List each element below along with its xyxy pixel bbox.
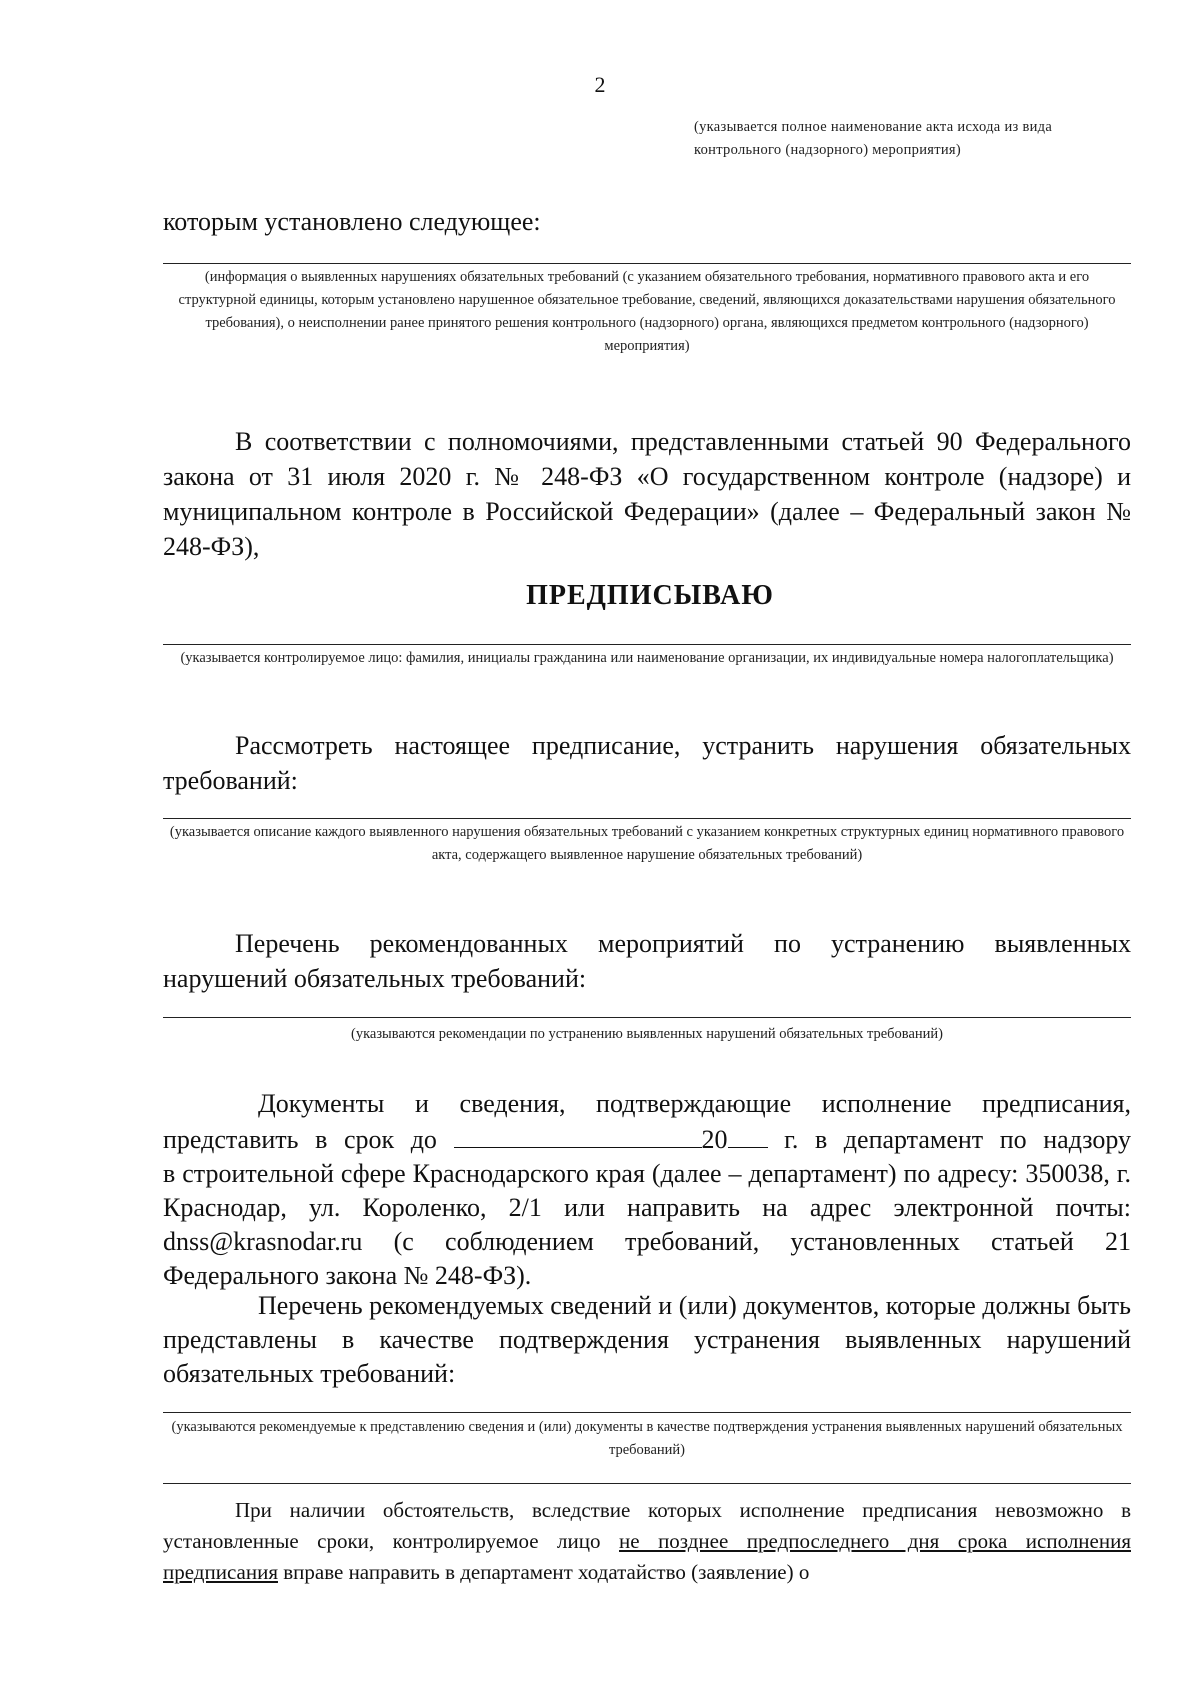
documents-rest: в строительной сфере Краснодарского края (далее – департамент) по адресу: 350038, г. Краснодар, ул. Короленко, 2/1 или направить на адрес электронной почты: dnss@krasnodar.ru (с соблюдением требований, установленных статьей 21 Федерального закона № 248-ФЗ). [163,1159,1131,1290]
final-paragraph [163,1495,1131,1588]
person-caption: (указывается контролируемое лицо: фамилия, инициалы гражданина или наименование организации, их индивидуальные номера налогоплательщика) [180,650,1114,666]
deadline-suffix: г. в департамент по надзору [784,1125,1132,1154]
violations-caption: (информация о выявленных нарушениях обязательных требований (с указанием обязательного требования, нормативного правового акта и его структурной единицы, которым установлено нарушенное обязательное требование, сведений, являющихся доказательствами нарушения обязательного требования), о неисполнении ранее принятого решения контрольного (надзорного) органа, являющихся предметом контрольного (надзорного) мероприятия) [178,269,1116,354]
final-start: При наличии обстоятельств, вследствие которых исполнение предписания невозможно в установленные сроки, контролируемое лицо [163,1498,1131,1553]
documents-paragraph [163,1087,1131,1293]
documents-deadline-line [163,1121,1131,1157]
recommended-docs-paragraph: Перечень рекомендуемых сведений и (или) документов, которые должны быть представлены в качестве подтверждения устранения выявленных нарушений обязательных требований: [163,1291,1131,1388]
final-end: вправе направить в департамент ходатайство (заявление) о [283,1560,810,1584]
established-line: которым установлено следующее: [163,207,541,236]
act-name-caption: (указывается полное наименование акта исхода из вида контрольного (надзорного) мероприятия) [694,119,1053,158]
deadline-year-prefix: 20 [701,1125,728,1154]
separator-line [163,1483,1131,1484]
final-underlined-deadline: не позднее предпоследнего дня срока исполнения предписания [163,1529,1131,1584]
authority-paragraph: В соответствии с полномочиями, представленными статьей 90 Федерального закона от 31 июля 2020 г. № 248-ФЗ «О государственном контроле (надзоре) и муниципальном контроле в Российской Федерации» (далее – Федеральный закон № 248-ФЗ), [163,427,1131,561]
consider-paragraph: Рассмотреть настоящее предписание, устранить нарушения обязательных требований: [163,731,1131,795]
documents-line-1: Документы и сведения, подтверждающие исполнение предписания, [258,1089,1131,1118]
deadline-prefix: представить в срок до [163,1125,437,1154]
description-caption: (указывается описание каждого выявленного нарушения обязательных требований с указанием конкретных структурных единиц нормативного правового акта, содержащего выявленное нарушение обязательных требований) [169,824,1125,863]
deadline-year-blank [728,1121,768,1148]
recommended-docs-caption: (указываются рекомендуемые к представлению сведения и (или) документы в качестве подтверждения устранения выявленных нарушений обязательных требований) [171,1419,1123,1458]
recommended-docs-fill-line [163,1412,1131,1413]
deadline-date-blank [454,1121,702,1148]
page-number: 2 [594,72,606,97]
measures-caption: (указываются рекомендации по устранению выявленных нарушений обязательных требований) [350,1026,943,1042]
description-fill-line [163,818,1131,819]
measures-fill-line [163,1017,1131,1018]
person-fill-line [163,644,1131,645]
violations-fill-line [163,263,1131,264]
heading-prescribe: ПРЕДПИСЫВАЮ [526,580,774,611]
measures-paragraph: Перечень рекомендованных мероприятий по устранению выявленных нарушений обязательных требований: [163,929,1131,993]
